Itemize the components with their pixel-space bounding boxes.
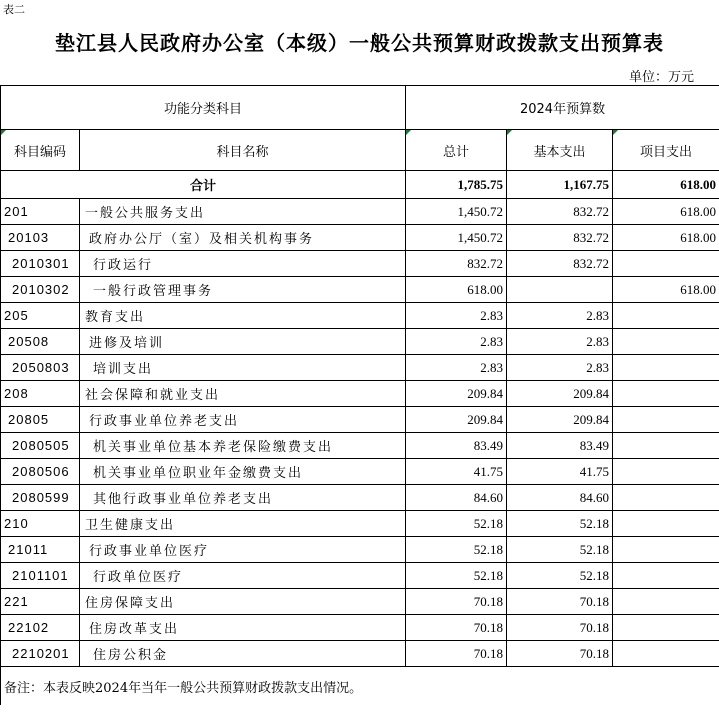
- row-code: 2080505: [1, 433, 80, 459]
- row-code: 20508: [1, 329, 80, 355]
- row-code: 21011: [1, 537, 80, 563]
- total-total: 1,785.75: [406, 171, 507, 199]
- row-basic: 84.60: [507, 485, 613, 511]
- row-total: 52.18: [406, 563, 507, 589]
- row-project: [613, 251, 719, 277]
- table-row: [1, 381, 719, 407]
- row-code: 201: [1, 199, 80, 225]
- row-total: 70.18: [406, 641, 507, 667]
- row-basic: 2.83: [507, 329, 613, 355]
- row-total: 618.00: [406, 277, 507, 303]
- row-name: 一般行政管理事务: [80, 277, 406, 303]
- table-row: [1, 251, 719, 277]
- header-basic: 基本支出: [507, 130, 613, 171]
- table-row: [1, 433, 719, 459]
- row-code: 221: [1, 589, 80, 615]
- row-project: [613, 355, 719, 381]
- row-name: 住房保障支出: [80, 589, 406, 615]
- row-total: 2.83: [406, 355, 507, 381]
- header-project: 项目支出: [613, 130, 719, 171]
- row-code: 2010301: [1, 251, 80, 277]
- row-code: 2010302: [1, 277, 80, 303]
- row-code: 2080506: [1, 459, 80, 485]
- table-row: [1, 459, 719, 485]
- row-total: 70.18: [406, 589, 507, 615]
- table-row: [1, 225, 719, 251]
- row-basic: 2.83: [507, 355, 613, 381]
- table-row: [1, 641, 719, 667]
- row-total: 1,450.72: [406, 225, 507, 251]
- row-basic: 70.18: [507, 589, 613, 615]
- row-project: [613, 537, 719, 563]
- table-row: [1, 589, 719, 615]
- row-basic: 2.83: [507, 303, 613, 329]
- row-total: 70.18: [406, 615, 507, 641]
- row-total: 41.75: [406, 459, 507, 485]
- row-basic: 70.18: [507, 641, 613, 667]
- table-row: [1, 615, 719, 641]
- table-row: [1, 329, 719, 355]
- row-project: [613, 381, 719, 407]
- row-name: 教育支出: [80, 303, 406, 329]
- total-label: 合计: [1, 171, 406, 199]
- row-total: 2.83: [406, 329, 507, 355]
- footnote: 备注：本表反映2024年当年一般公共预算财政拨款支出情况。: [1, 667, 406, 706]
- row-project: [613, 459, 719, 485]
- header-row-2: [1, 130, 719, 171]
- row-project: 618.00: [613, 225, 719, 251]
- row-project: [613, 511, 719, 537]
- row-name: 培训支出: [80, 355, 406, 381]
- row-basic: 41.75: [507, 459, 613, 485]
- row-name: 卫生健康支出: [80, 511, 406, 537]
- total-row: [1, 171, 719, 199]
- row-basic: [507, 277, 613, 303]
- row-project: [613, 641, 719, 667]
- row-project: [613, 329, 719, 355]
- note-filler-cell: [406, 667, 507, 706]
- total-project: 618.00: [613, 171, 719, 199]
- row-total: 209.84: [406, 407, 507, 433]
- budget-table: [0, 85, 719, 705]
- row-code: 205: [1, 303, 80, 329]
- table-row: [1, 485, 719, 511]
- note-filler-cell: [507, 667, 613, 706]
- row-total: 1,450.72: [406, 199, 507, 225]
- row-name: 行政事业单位医疗: [80, 537, 406, 563]
- row-basic: 832.72: [507, 251, 613, 277]
- row-basic: 832.72: [507, 225, 613, 251]
- table-row: [1, 355, 719, 381]
- row-name: 住房改革支出: [80, 615, 406, 641]
- row-project: [613, 589, 719, 615]
- row-code: 22102: [1, 615, 80, 641]
- row-name: 行政运行: [80, 251, 406, 277]
- row-basic: 209.84: [507, 407, 613, 433]
- table-number-label: 表二: [3, 3, 25, 16]
- row-project: 618.00: [613, 199, 719, 225]
- row-total: 209.84: [406, 381, 507, 407]
- row-code: 20805: [1, 407, 80, 433]
- row-project: [613, 303, 719, 329]
- row-project: [613, 485, 719, 511]
- unit-label: 单位：万元: [628, 70, 694, 85]
- page-title: 垫江县人民政府办公室（本级）一般公共预算财政拨款支出预算表: [55, 31, 664, 55]
- row-basic: 52.18: [507, 537, 613, 563]
- header-functional-category: 功能分类科目: [1, 86, 406, 130]
- row-code: 208: [1, 381, 80, 407]
- row-project: 618.00: [613, 277, 719, 303]
- row-code: 20103: [1, 225, 80, 251]
- row-name: 政府办公厅（室）及相关机构事务: [80, 225, 406, 251]
- row-basic: 83.49: [507, 433, 613, 459]
- row-total: 83.49: [406, 433, 507, 459]
- row-total: 2.83: [406, 303, 507, 329]
- row-basic: 52.18: [507, 563, 613, 589]
- row-basic: 70.18: [507, 615, 613, 641]
- row-name: 机关事业单位基本养老保险缴费支出: [80, 433, 406, 459]
- row-name: 社会保障和就业支出: [80, 381, 406, 407]
- total-basic: 1,167.75: [507, 171, 613, 199]
- table-row: [1, 199, 719, 225]
- row-project: [613, 563, 719, 589]
- row-project: [613, 615, 719, 641]
- row-code: 2210201: [1, 641, 80, 667]
- row-total: 832.72: [406, 251, 507, 277]
- header-budget-year: 2024年预算数: [406, 86, 719, 130]
- note-row: [1, 667, 719, 706]
- row-name: 进修及培训: [80, 329, 406, 355]
- row-name: 行政单位医疗: [80, 563, 406, 589]
- budget-table-body: [1, 86, 719, 706]
- row-total: 84.60: [406, 485, 507, 511]
- table-row: [1, 303, 719, 329]
- row-code: 2101101: [1, 563, 80, 589]
- row-code: 2050803: [1, 355, 80, 381]
- row-basic: 832.72: [507, 199, 613, 225]
- header-total: 总计: [406, 130, 507, 171]
- row-basic: 52.18: [507, 511, 613, 537]
- header-name: 科目名称: [80, 130, 406, 171]
- note-filler-cell: [613, 667, 719, 706]
- table-row: [1, 277, 719, 303]
- row-name: 一般公共服务支出: [80, 199, 406, 225]
- row-code: 2080599: [1, 485, 80, 511]
- row-project: [613, 407, 719, 433]
- table-row: [1, 407, 719, 433]
- row-basic: 209.84: [507, 381, 613, 407]
- row-code: 210: [1, 511, 80, 537]
- table-row: [1, 511, 719, 537]
- row-total: 52.18: [406, 537, 507, 563]
- row-name: 其他行政事业单位养老支出: [80, 485, 406, 511]
- row-name: 机关事业单位职业年金缴费支出: [80, 459, 406, 485]
- header-row-1: [1, 86, 719, 130]
- header-code: 科目编码: [1, 130, 80, 171]
- table-row: [1, 563, 719, 589]
- row-total: 52.18: [406, 511, 507, 537]
- row-name: 住房公积金: [80, 641, 406, 667]
- table-row: [1, 537, 719, 563]
- row-name: 行政事业单位养老支出: [80, 407, 406, 433]
- row-project: [613, 433, 719, 459]
